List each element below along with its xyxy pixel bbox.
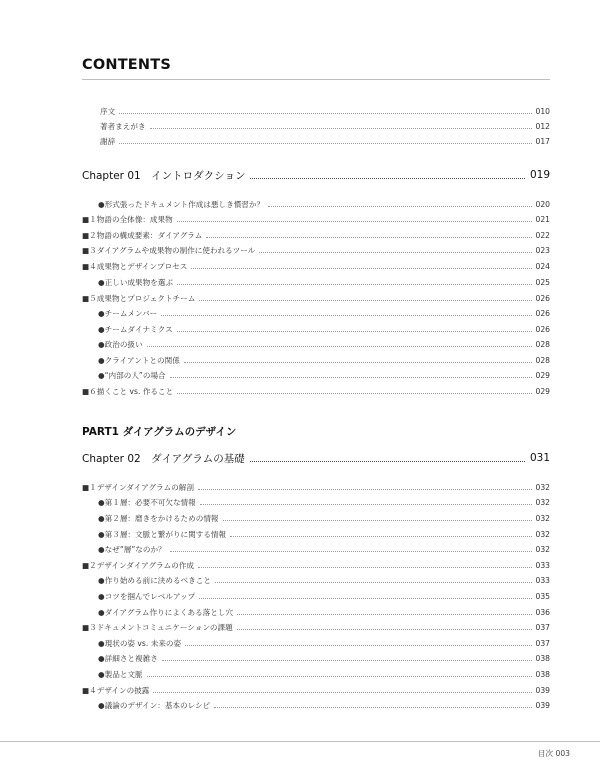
toc-section[interactable] (82, 243, 550, 258)
toc-section[interactable] (82, 291, 550, 306)
dot-leader (147, 346, 532, 347)
toc-entry-label: ●ダイアグラム作りによくある落とし穴 (98, 608, 234, 617)
toc-entry-label: ■２物語の構成要素：ダイアグラム (82, 231, 203, 240)
chapter-page: 019 (529, 169, 550, 181)
footer-divider (0, 741, 600, 742)
dot-leader (214, 707, 531, 708)
toc-entry-page: 020 (535, 200, 550, 209)
toc-entry-page: 032 (535, 483, 550, 492)
toc-entry-label: ●チームメンバー (98, 309, 158, 318)
dot-leader (177, 284, 532, 285)
chapter-title: Chapter 01 イントロダクション (82, 169, 246, 182)
toc-entry-page: 033 (535, 561, 550, 570)
toc-entry-label: ●第２層：磨きをかけるための情報 (98, 514, 219, 523)
toc-entry[interactable] (82, 306, 550, 321)
toc-entry-label: ■５成果物とプロジェクトチーム (82, 294, 196, 303)
toc-section[interactable] (82, 259, 550, 274)
dot-leader (184, 362, 532, 363)
dot-leader (250, 461, 525, 462)
toc-entry-label: ●政治の扱い (98, 340, 143, 349)
toc-entry-label: ●チームダイナミクス (98, 325, 173, 334)
dot-leader (150, 128, 532, 129)
dot-leader (237, 629, 532, 630)
toc-entry[interactable] (82, 275, 550, 290)
toc-entry-page: 037 (535, 639, 550, 648)
dot-leader (161, 315, 531, 316)
dot-leader (147, 676, 532, 677)
toc-section[interactable] (82, 212, 550, 227)
dot-leader (199, 300, 531, 301)
dot-leader (177, 393, 531, 394)
part-heading: PART1 ダイアグラムのデザイン (82, 426, 237, 438)
folio-number: 003 (555, 749, 570, 758)
toc-entry-label: ●第３層：文脈と繋がりに関する情報 (98, 530, 227, 539)
toc-entry-label: ■６描くこと vs. 作ること (82, 387, 174, 396)
toc-entry-label: ■２デザインダイアグラムの作成 (82, 561, 194, 570)
toc-entry-page: 035 (535, 592, 550, 601)
toc-entry[interactable] (82, 605, 550, 620)
dot-leader (170, 377, 532, 378)
dot-leader (119, 113, 531, 114)
toc-entry-label: ■３ダイアグラムや成果物の制作に使われるツール (82, 246, 256, 255)
dot-leader (177, 331, 532, 332)
toc-entry-label: ●製品と文脈 (98, 670, 143, 679)
toc-entry-page: 038 (535, 670, 550, 679)
toc-section[interactable] (82, 558, 550, 573)
toc-entry[interactable] (82, 573, 550, 588)
toc-entry[interactable] (82, 636, 550, 651)
chapter-02-heading[interactable] (82, 449, 550, 467)
toc-entry-page: 032 (535, 514, 550, 523)
toc-entry-label: ■４成果物とデザインプロセス (82, 262, 188, 271)
toc-entry-page: 025 (535, 278, 550, 287)
toc-entry[interactable] (82, 368, 550, 383)
toc-entry[interactable] (82, 134, 550, 149)
dot-leader (237, 614, 531, 615)
toc-entry[interactable] (82, 495, 550, 510)
toc-entry-page: 012 (535, 122, 550, 131)
toc-entry-label: ●第１層：必要不可欠な情報 (98, 498, 196, 507)
toc-entry[interactable] (82, 119, 550, 134)
toc-entry[interactable] (82, 197, 550, 212)
toc-entry-label: ●詳細さと複雑さ (98, 654, 158, 663)
toc-section[interactable] (82, 384, 550, 399)
toc-entry-label: ●なぜ“層”なのか？ (98, 545, 166, 554)
toc-entry[interactable] (82, 651, 550, 666)
toc-entry[interactable] (82, 698, 550, 713)
toc-entry-label: ■１デザインダイアグラムの解剖 (82, 483, 194, 492)
toc-entry-page: 039 (535, 701, 550, 710)
toc-entry-page: 017 (535, 137, 550, 146)
dot-leader (191, 268, 531, 269)
toc-entry-page: 028 (535, 356, 550, 365)
toc-entry-page: 029 (535, 387, 550, 396)
dot-leader (250, 178, 524, 179)
dot-leader (162, 660, 532, 661)
toc-entry[interactable] (82, 104, 550, 119)
dot-leader (215, 582, 532, 583)
dot-leader (259, 252, 531, 253)
toc-entry-page: 033 (535, 576, 550, 585)
dot-leader (177, 221, 532, 222)
toc-entry-page: 032 (535, 530, 550, 539)
toc-entry-label: ■４デザインの披露 (82, 686, 150, 695)
dot-leader (153, 692, 531, 693)
toc-entry[interactable] (82, 337, 550, 352)
toc-entry[interactable] (82, 542, 550, 557)
dot-leader (230, 536, 531, 537)
toc-entry[interactable] (82, 527, 550, 542)
dot-leader (268, 206, 531, 207)
dot-leader (198, 567, 532, 568)
toc-entry-label: ■３ドキュメントコミュニケーションの課題 (82, 623, 233, 632)
toc-entry-label: ●正しい成果物を選ぶ (98, 278, 173, 287)
toc-entry-label: ●作り始める前に決めるべきこと (98, 576, 211, 585)
toc-entry-page: 029 (535, 371, 550, 380)
dot-leader (206, 237, 531, 238)
toc-entry-label: ●形式張ったドキュメント作成は悪しき慣習か？ (98, 200, 265, 209)
toc-entry-page: 036 (535, 608, 550, 617)
chapter-page: 031 (529, 452, 550, 464)
dot-leader (223, 520, 532, 521)
toc-entry-label: ●議論のデザイン：基本のレシピ (98, 701, 211, 710)
toc-entry-page: 021 (535, 215, 550, 224)
toc-entry-page: 026 (535, 325, 550, 334)
toc-entry-page: 037 (535, 623, 550, 632)
toc-entry-page: 038 (535, 654, 550, 663)
toc-entry-page: 026 (535, 294, 550, 303)
dot-leader (199, 598, 531, 599)
toc-entry-label: ●クライアントとの関係 (98, 356, 180, 365)
toc-entry-label: 謝辞 (100, 137, 116, 146)
toc-entry-label: ●現状の姿 vs. 未来の姿 (98, 639, 182, 648)
page-title: CONTENTS (82, 57, 171, 73)
toc-entry-page: 010 (535, 107, 550, 116)
toc-entry[interactable] (82, 667, 550, 682)
toc-entry-page: 039 (535, 686, 550, 695)
toc-entry-page: 024 (535, 262, 550, 271)
dot-leader (185, 645, 531, 646)
toc-entry[interactable] (82, 589, 550, 604)
toc-entry-page: 022 (535, 231, 550, 240)
toc-entry-label: ●コツを掴んでレベルアップ (98, 592, 196, 601)
toc-entry-page: 028 (535, 340, 550, 349)
toc-entry-label: ●“内部の人”の場合 (98, 371, 166, 380)
chapter-01-heading[interactable] (82, 166, 550, 184)
dot-leader (119, 143, 531, 144)
chapter-title: Chapter 02 ダイアグラムの基礎 (82, 452, 245, 465)
toc-entry-page: 032 (535, 498, 550, 507)
toc-entry-label: ■１物語の全体像：成果物 (82, 215, 173, 224)
dot-leader (198, 489, 532, 490)
toc-section[interactable] (82, 480, 550, 495)
dot-leader (200, 504, 532, 505)
folio-label: 目次 (537, 749, 554, 758)
page-folio (538, 748, 570, 759)
toc-entry-label: 著者まえがき (100, 122, 146, 131)
toc-entry-label: 序文 (100, 107, 116, 116)
toc-entry-page: 032 (535, 545, 550, 554)
toc-entry[interactable] (82, 322, 550, 337)
dot-leader (170, 551, 532, 552)
toc-entry-page: 023 (535, 246, 550, 255)
title-divider (82, 79, 550, 80)
toc-section[interactable] (82, 620, 550, 635)
toc-entry[interactable] (82, 353, 550, 368)
toc-entry[interactable] (82, 511, 550, 526)
toc-section[interactable] (82, 228, 550, 243)
toc-entry-page: 026 (535, 309, 550, 318)
toc-section[interactable] (82, 683, 550, 698)
